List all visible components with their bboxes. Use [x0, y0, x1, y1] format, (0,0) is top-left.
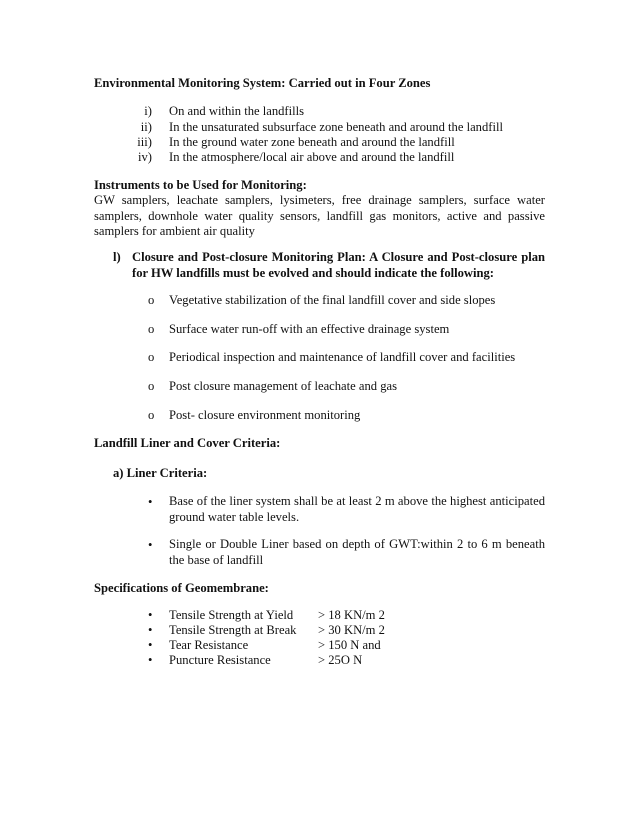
closure-item: Surface water run-off with an effective drainage system — [169, 322, 450, 336]
liner-criteria-label: a) Liner Criteria: — [113, 466, 208, 480]
list-bullet: o — [148, 322, 155, 336]
closure-item: Periodical inspection and maintenance of landfill cover and facilities — [169, 350, 516, 364]
spec-property: Tear Resistance — [169, 638, 249, 652]
closure-item: Post closure management of leachate and gas — [169, 379, 398, 393]
monitoring-heading: Environmental Monitoring System: Carried out in Four Zones — [94, 76, 431, 90]
list-bullet: o — [148, 350, 155, 364]
closure-number: l) — [113, 250, 121, 264]
liner-item: Single or Double Liner based on depth of GWT:within 2 to 6 m beneath the base of landfill — [169, 537, 545, 567]
instruments-heading: Instruments to be Used for Monitoring: — [94, 178, 307, 192]
closure-item: Post- closure environment monitoring — [169, 408, 361, 422]
spec-property: Tensile Strength at Break — [169, 623, 297, 637]
list-bullet: • — [148, 608, 153, 622]
zone-text: In the unsaturated subsurface zone beneath and around the landfill — [169, 120, 503, 134]
spec-value: > 18 KN/m 2 — [318, 608, 385, 622]
spec-property: Puncture Resistance — [169, 653, 271, 667]
list-bullet: • — [148, 653, 153, 667]
closure-plan-paragraph: Closure and Post-closure Monitoring Plan: A Closure and Post-closure plan for HW landfills must be evolved and should indicate the following: — [132, 250, 545, 280]
zone-number: iii) — [137, 135, 152, 149]
geomembrane-heading: Specifications of Geomembrane: — [94, 581, 269, 595]
zone-number: ii) — [140, 120, 152, 134]
spec-value: > 25O N — [318, 653, 363, 667]
spec-property: Tensile Strength at Yield — [169, 608, 294, 622]
zone-number: i) — [144, 104, 152, 118]
list-bullet: • — [148, 638, 153, 652]
zone-text: In the ground water zone beneath and around the landfill — [169, 135, 455, 149]
list-bullet: • — [148, 495, 153, 509]
zone-text: On and within the landfills — [169, 104, 305, 118]
list-bullet: • — [148, 623, 153, 637]
list-bullet: o — [148, 408, 155, 422]
instruments-paragraph: GW samplers, leachate samplers, lysimeters, free drainage samplers, surface water samplers, downhole water quality sensors, landfill gas monitors, active and passive samplers for ambient air quality — [94, 193, 545, 238]
liner-heading: Landfill Liner and Cover Criteria: — [94, 436, 281, 450]
spec-value: > 150 N and — [318, 638, 381, 652]
list-bullet: • — [148, 538, 153, 552]
zone-text: In the atmosphere/local air above and around the landfill — [169, 150, 455, 164]
zone-number: iv) — [138, 150, 152, 164]
closure-item: Vegetative stabilization of the final landfill cover and side slopes — [169, 293, 496, 307]
list-bullet: o — [148, 293, 155, 307]
spec-value: > 30 KN/m 2 — [318, 623, 385, 637]
list-bullet: o — [148, 379, 155, 393]
liner-item: Base of the liner system shall be at least 2 m above the highest anticipated ground water table levels. — [169, 494, 545, 524]
